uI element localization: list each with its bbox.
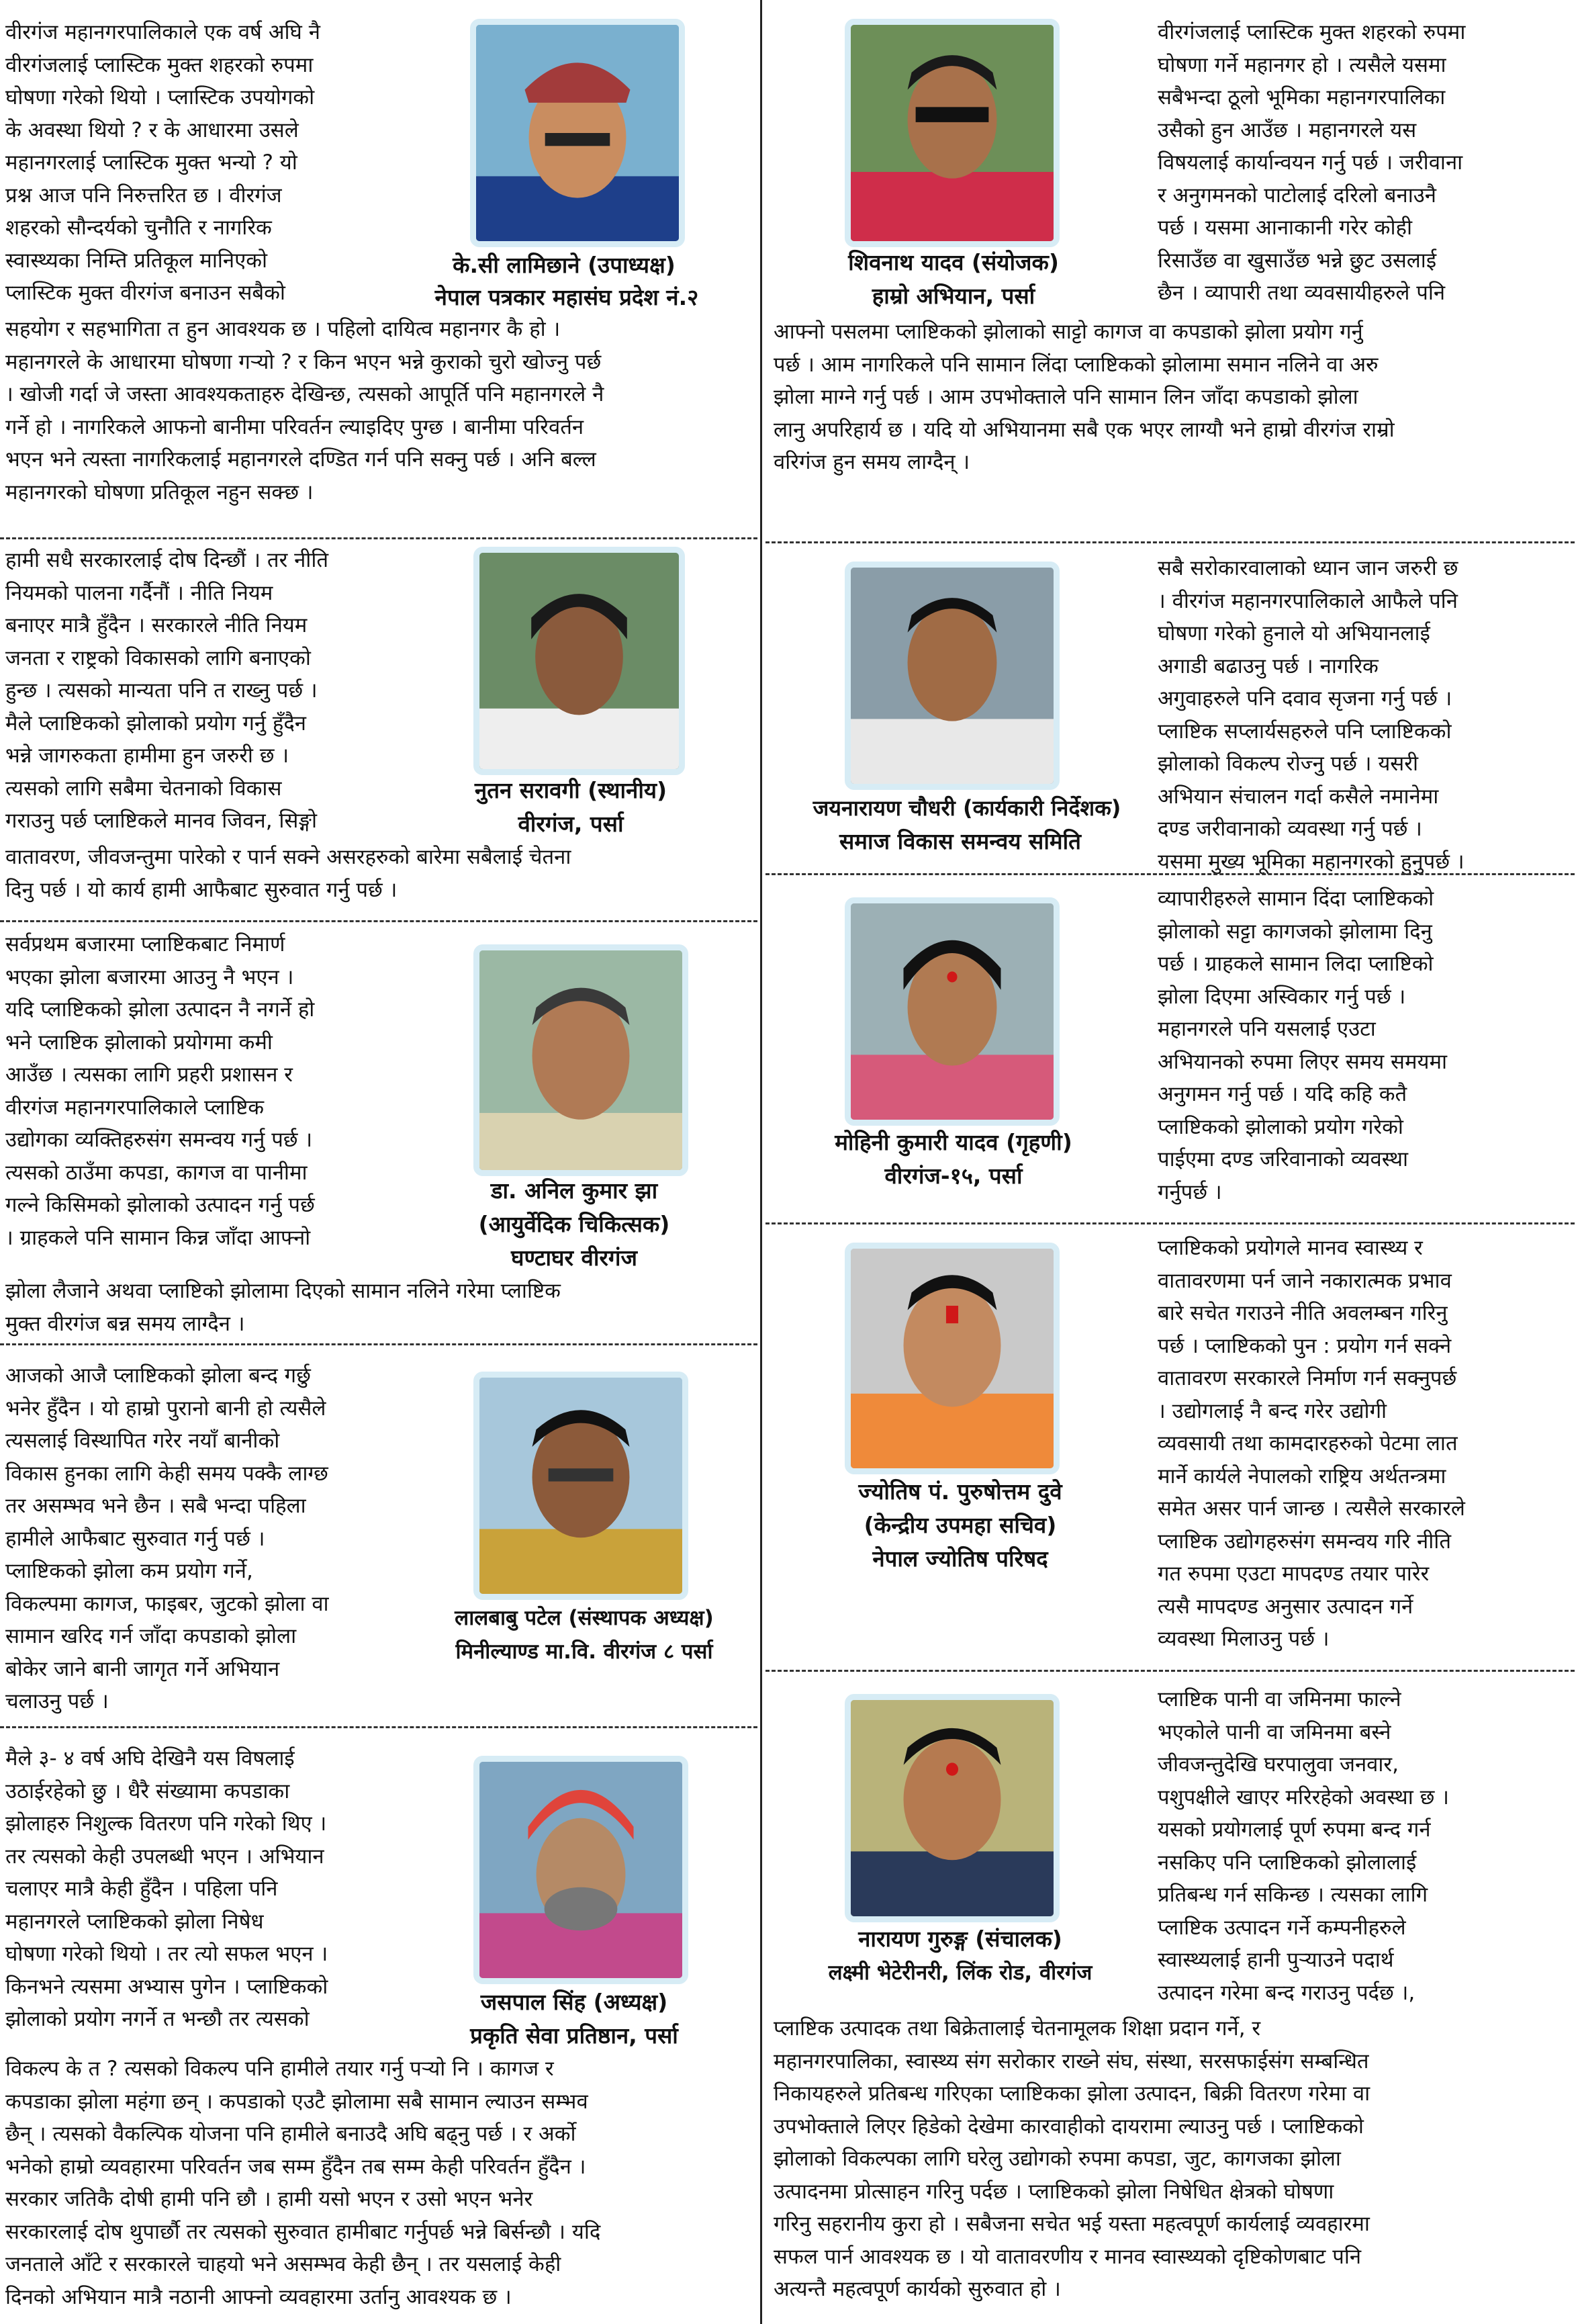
interview-anil-kumar-jha [0,920,757,1343]
interview-shivnath-yadav [765,0,1575,537]
portrait-photo [845,562,1060,790]
interview-jaspal-singh [0,1726,757,2324]
person-name-caption: लालबाबु पटेल (संस्थापक अध्यक्ष) [455,1606,714,1630]
interview-mohini-kumari-yadav [765,873,1575,1222]
portrait-photo [473,1372,688,1600]
portrait-photo [470,19,685,247]
person-org-caption-2: घण्टाघर वीरगंज [511,1245,637,1271]
person-name-caption: शिवनाथ यादव (संयोजक) [848,249,1059,275]
interview-text-side: व्यापारीहरुले सामान दिंदा प्लाष्टिकको झोलाको सट्टा कागजको झोलामा दिनु पर्छ । ग्राहकले सामान लिदा प्लाष्टिको झोला दिएमा अस्विकार गर्नु पर्छ । महानगरले पनि यसलाई एउटा अभियानको रुपमा लिएर समय समयमा अनुगमन गर्नु पर्छ । यदि कहि कतै प्लाष्टिकको झोलाको प्रयोग गरेको पाईएमा दण्ड जरिवानाको व्यवस्था गर्नुपर्छ । [1158,887,1448,1204]
interview-jayanarayan-chaudhari [765,541,1575,873]
interview-nutan-saravagi [0,537,757,920]
column-divider [760,0,762,2324]
portrait-photo [845,19,1060,247]
interview-text-full: आफ्नो पसलमा प्लाष्टिकको झोलाको साट्टो कागज वा कपडाको झोला प्रयोग गर्नु पर्छ । आम नागरिकले पनि सामान लिंदा प्लाष्टिकको झोलामा समान नलिने वा अरु झोला माग्ने गर्नु पर्छ । आम उपभोक्ताले पनि सामान लिन जाँदा कपडाको झोला लानु अपरिहार्य छ । यदि यो अभियानमा सबै एक भएर लाग्यौ भने हाम्रो वीरगंज राम्रो वरिगंज हुन समय लाग्दैन् । [774,320,1395,474]
person-org-caption: नेपाल पत्रकार महासंघ प्रदेश नं.२ [434,284,699,310]
interview-lalbabu-patel [0,1343,757,1726]
person-name-caption: जसपाल सिंह (अध्यक्ष) [480,1989,668,2015]
interview-text-side: मैले ३- ४ वर्ष अघि देखिनै यस विषलाई उठाईरहेको छु । धैरै संख्यामा कपडाका झोलाहरु निशुल्क वितरण पनि गरेको थिए । तर त्यसको केही उपलब्धी भएन । अभियान चलाएर मात्रै केही हुँदैन । पहिला पनि महानगरले प्लाष्टिकको झोला निषेध घोषणा गरेको थियो । तर त्यो सफल भएन । किनभने त्यसमा अभ्यास पुगेन । प्लाष्टिकको झोलाको प्रयोग नगर्ने त भन्छौ तर त्यसको [5,1746,328,2031]
interview-text-full: प्लाष्टिक उत्पादक तथा बिक्रेतालाई चेतनामूलक शिक्षा प्रदान गर्ने, र महानगरपालिका, स्वास्थ्य संग सरोकार राख्ने संघ, संस्था, सरसफाईसंग सम्बन्धित निकायहरुले प्रतिबन्ध गरिएका प्लाष्टिकका झोला उत्पादन, बिक्री वितरण गरेमा वा उपभोक्ताले लिएर हिडेको देखेमा कारवाहीको दायरामा ल्याउनु पर्छ । प्लाष्टिकको झोलाको विकल्पका लागि घरेलु उद्योगको रुपमा कपडा, जुट, कागजका झोला उत्पादनमा प्रोत्साहन गरिनु पर्दछ । प्लाष्टिकको झोला निषेधित क्षेत्रको घोषणा गरिनु सहरानीय कुरा हो । सबैजना सचेत भई यस्ता महत्वपूर्ण कार्यलाई व्यवहारमा सफल पार्न आवश्यक छ । यो वातावरणीय र मानव स्वास्थ्यको दृष्टिकोणबाट पनि अत्यन्तै महत्वपूर्ण कार्यको सुरुवात हो । [774,2016,1370,2301]
person-org-caption: वीरगंज, पर्सा [518,811,624,837]
interview-text-side: वीरगंज महानगरपालिकाले एक वर्ष अघि नै वीरगंजलाई प्लास्टिक मुक्त शहरको रुपमा घोषणा गरेको थियो । प्लास्टिक उपयोगको के अवस्था थियो ? र के आधारमा उसले महानगरलाई प्लास्टिक मुक्त भन्यो ? यो प्रश्न आज पनि निरुत्तरित छ । वीरगंज शहरको सौन्दर्यको चुनौति र नागरिक स्वास्थ्यका निम्ति प्रतिकूल मानिएको प्लास्टिक मुक्त वीरगंज बनाउन सबैको [5,20,320,305]
interview-purushottam-dube [765,1222,1575,1670]
portrait-photo [473,547,685,775]
person-org-caption: (आयुर्वेदिक चिकित्सक) [478,1211,670,1237]
person-org-caption: समाज विकास समन्वय समिति [839,828,1081,854]
person-org-caption: (केन्द्रीय उपमहा सचिव) [864,1512,1057,1538]
interview-kc-lamichhane [0,0,757,537]
person-name-caption: के.सी लामिछाने (उपाध्यक्ष) [453,252,676,278]
person-org-caption: हाम्रो अभियान, पर्सा [872,283,1035,309]
interview-text-full: विकल्प के त ? त्यसको विकल्प पनि हामीले तयार गर्नु पर्‍यो नि । कागज र कपडाका झोला महंगा छन् । कपडाको एउटै झोलामा सबै सामान ल्याउन सम्भव छैन् । त्यसको वैकल्पिक योजना पनि हामीले बनाउदै अघि बढ्नु पर्छ । र अर्को भनेको हाम्रो व्यवहारमा परिवर्तन जब सम्म हुँदैन तब सम्म केही परिवर्तन हुँदैन । सरकार जतिकै दोषी हामी पनि छौ । हामी यसो भएन र उसो भएन भनेर सरकारलाई दोष थुपार्छौ तर त्यसको सुरुवात हामीबाट गर्नुपर्छ भन्ने बिर्सन्छौ । यदि जनताले आँटे र सरकारले चाहयो भने असम्भव केही छैन् । तर यसलाई केही दिनको अभियान मात्रै नठानी आफ्नो व्यवहारमा उर्तानु आवश्यक छ । [5,2057,601,2309]
right-column [765,0,1575,2324]
interview-text-side: सर्वप्रथम बजारमा प्लाष्टिकबाट निमार्ण भएका झोला बजारमा आउनु नै भएन । यदि प्लाष्टिकको झोला उत्पादन नै नगर्ने हो भने प्लाष्टिक झोलाको प्रयोगमा कमी आउँछ । त्यसका लागि प्रहरी प्रशासन र वीरगंज महानगरपालिकाले प्लाष्टिक उद्योगका व्यक्तिहरुसंग समन्वय गर्नु पर्छ । त्यसको ठाउँमा कपडा, कागज वा पानीमा गल्ने किसिमको झोलाको उत्पादन गर्नु पर्छ । ग्राहकले पनि सामान किन्न जाँदा आफ्नो [5,932,315,1250]
person-name-caption: ज्योतिष पं. पुरुषोत्तम दुवे [858,1478,1062,1505]
interview-text-side: प्लाष्टिक पानी वा जमिनमा फाल्ने भएकोले पानी वा जमिनमा बस्ने जीवजन्तुदेखि घरपालुवा जनवार, पशुपक्षीले खाएर मरिरहेको अवस्था छ । यसको प्रयोगलाई पूर्ण रुपमा बन्द गर्न नसकिए पनि प्लाष्टिकको झोलालाई प्रतिबन्ध गर्न सकिन्छ । त्यसका लागि प्लाष्टिक उत्पादन गर्ने कम्पनीहरुले स्वास्थ्यलाई हानी पुर्‍याउने पदार्थ उत्पादन गरेमा बन्द गराउनु पर्दछ ।, [1158,1687,1449,2005]
person-name-caption: नारायण गुरुङ्ग (संचालक) [858,1926,1062,1952]
interview-text-side: सबै सरोकारवालाको ध्यान जान जरुरी छ । वीरगंज महानगरपालिकाले आफैले पनि घोषणा गरेको हुनाले यो अभियानलाई अगाडी बढाउनु पर्छ । नागरिक अगुवाहरुले पनि दवाव सृजना गर्नु पर्छ । प्लाष्टिक सप्लार्यसहरुले पनि प्लाष्टिकको झोलाको विकल्प रोज्नु पर्छ । यसरी अभियान संचालन गर्दा कसैले नमानेमा दण्ड जरीवानाको व्यवस्था गर्नु पर्छ । यसमा मुख्य भूमिका महानगरको हुनुपर्छ । [1158,556,1465,874]
portrait-photo [845,897,1060,1126]
interview-text-full: वातावरण, जीवजन्तुमा पारेको र पार्न सक्ने असरहरुको बारेमा सबैलाई चेतना दिनु पर्छ । यो कार्य हामी आफैबाट सुरुवात गर्नु पर्छ । [5,845,571,902]
interview-narayan-gurung [765,1670,1575,2324]
person-org-caption: वीरगंज-१५, पर्सा [884,1163,1023,1189]
interview-text-side: आजको आजै प्लाष्टिकको झोला बन्द गर्छु भनेर हुँदैन । यो हाम्रो पुरानो बानी हो त्यसैले त्यसलाई विस्थापित गरेर नयाँ बानीको विकास हुनका लागि केही समय पक्कै लाग्छ तर असम्भव भने छैन । सबै भन्दा पहिला हामीले आफैबाट सुरुवात गर्नु पर्छ । प्लाष्टिकको झोला कम प्रयोग गर्ने, विकल्पमा कागज, फाइबर, जुटको झोला वा सामान खरिद गर्न जाँदा कपडाको झोला बोकेर जाने बानी जागृत गर्ने अभियान चलाउनु पर्छ । [5,1364,329,1713]
portrait-photo [473,1756,688,1984]
person-org-caption-2: नेपाल ज्योतिष परिषद [872,1546,1048,1572]
portrait-photo [845,1694,1060,1922]
person-name-caption: नुतन सरावगी (स्थानीय) [474,777,667,803]
person-name-caption: मोहिनी कुमारी यादव (गृहणी) [835,1129,1072,1155]
interview-text-side: हामी सधै सरकारलाई दोष दिन्छौं । तर नीति नियमको पालना गर्दैनौं । नीति नियम बनाएर मात्रै हुँदैन । सरकारले नीति नियम जनता र राष्ट्रको विकासको लागि बनाएको हुन्छ । त्यसको मान्यता पनि त राख्नु पर्छ । मैले प्लाष्टिकको झोलाको प्रयोग गर्नु हुँदैन भन्ने जागरुकता हामीमा हुन जरुरी छ । त्यसको लागि सबैमा चेतनाको विकास गराउनु पर्छ प्लाष्टिकले मानव जिवन, सिङ्गो [5,548,329,833]
person-org-caption: मिनील्याण्ड मा.वि. वीरगंज ८ पर्सा [455,1640,713,1664]
person-org-caption: लक्ष्मी भेटेरीनरी, लिंक रोड, वीरगंज [828,1961,1093,1985]
person-name-caption: डा. अनिल कुमार झा [490,1177,658,1204]
interview-text-side: वीरगंजलाई प्लास्टिक मुक्त शहरको रुपमा घोषणा गर्ने महानगर हो । त्यसैले यसमा सबैभन्दा ठूलो भूमिका महानगरपालिका उसैको हुन आउँछ । महानगरले यस विषयलाई कार्यान्वयन गर्नु पर्छ । जरीवाना र अनुगमनको पाटोलाई दरिलो बनाउनै पर्छ । यसमा आनाकानी गरेर कोही रिसाउँछ वा खुसाउँछ भन्ने छुट उसलाई छैन । व्यापारी तथा व्यवसायीहरुले पनि [1158,20,1466,305]
person-org-caption: प्रकृति सेवा प्रतिष्ठान, पर्सा [470,2022,678,2049]
left-column [0,0,757,2324]
interview-text-side: प्लाष्टिकको प्रयोगले मानव स्वास्थ्य र वातावरणमा पर्न जाने नकारात्मक प्रभाव बारे सचेत गराउने नीति अवलम्बन गरिनु पर्छ । प्लाष्टिकको पुन : प्रयोग गर्न सक्ने वातावरण सरकारले निर्माण गर्न सक्नुपर्छ । उद्योगलाई नै बन्द गरेर उद्योगी व्यवसायी तथा कामदारहरुको पेटमा लात मार्ने कार्यले नेपालको राष्ट्रिय अर्थतन्त्रमा समेत असर पार्न जान्छ । त्यसैले सरकारले प्लाष्टिक उद्योगहरुसंग समन्वय गरि नीति गत रुपमा एउटा मापदण्ड तयार पारेर त्यसै मापदण्ड अनुसार उत्पादन गर्ने व्यवस्था मिलाउनु पर्छ । [1158,1236,1465,1651]
interview-text-full: सहयोग र सहभागिता त हुन आवश्यक छ । पहिलो दायित्व महानगर कै हो । महानगरले के आधारमा घोषणा गर्‍यो ? र किन भएन भन्ने कुराको चुरो खोज्नु पर्छ । खोजी गर्दा जे जस्ता आवश्यकताहरु देखिन्छ, त्यसको आपूर्ति पनि महानगरले नै गर्ने हो । नागरिकले आफनो बानीमा परिवर्तन ल्याइदिए पुग्छ । बानीमा परिवर्तन भएन भने त्यस्ता नागरिकलाई महानगरले दण्डित गर्न पनि सक्नु पर्छ । अनि बल्ल महानगरको घोषणा प्रतिकूल नहुन सक्छ । [5,317,604,504]
person-name-caption: जयनारायण चौधरी (कार्यकारी निर्देशक) [812,795,1121,821]
portrait-photo [473,944,688,1176]
portrait-photo [845,1243,1060,1474]
interview-text-full: झोला लैजाने अथवा प्लाष्टिको झोलामा दिएको सामान नलिने गरेमा प्लाष्टिक मुक्त वीरगंज बन्न समय लाग्दैन । [5,1279,561,1336]
